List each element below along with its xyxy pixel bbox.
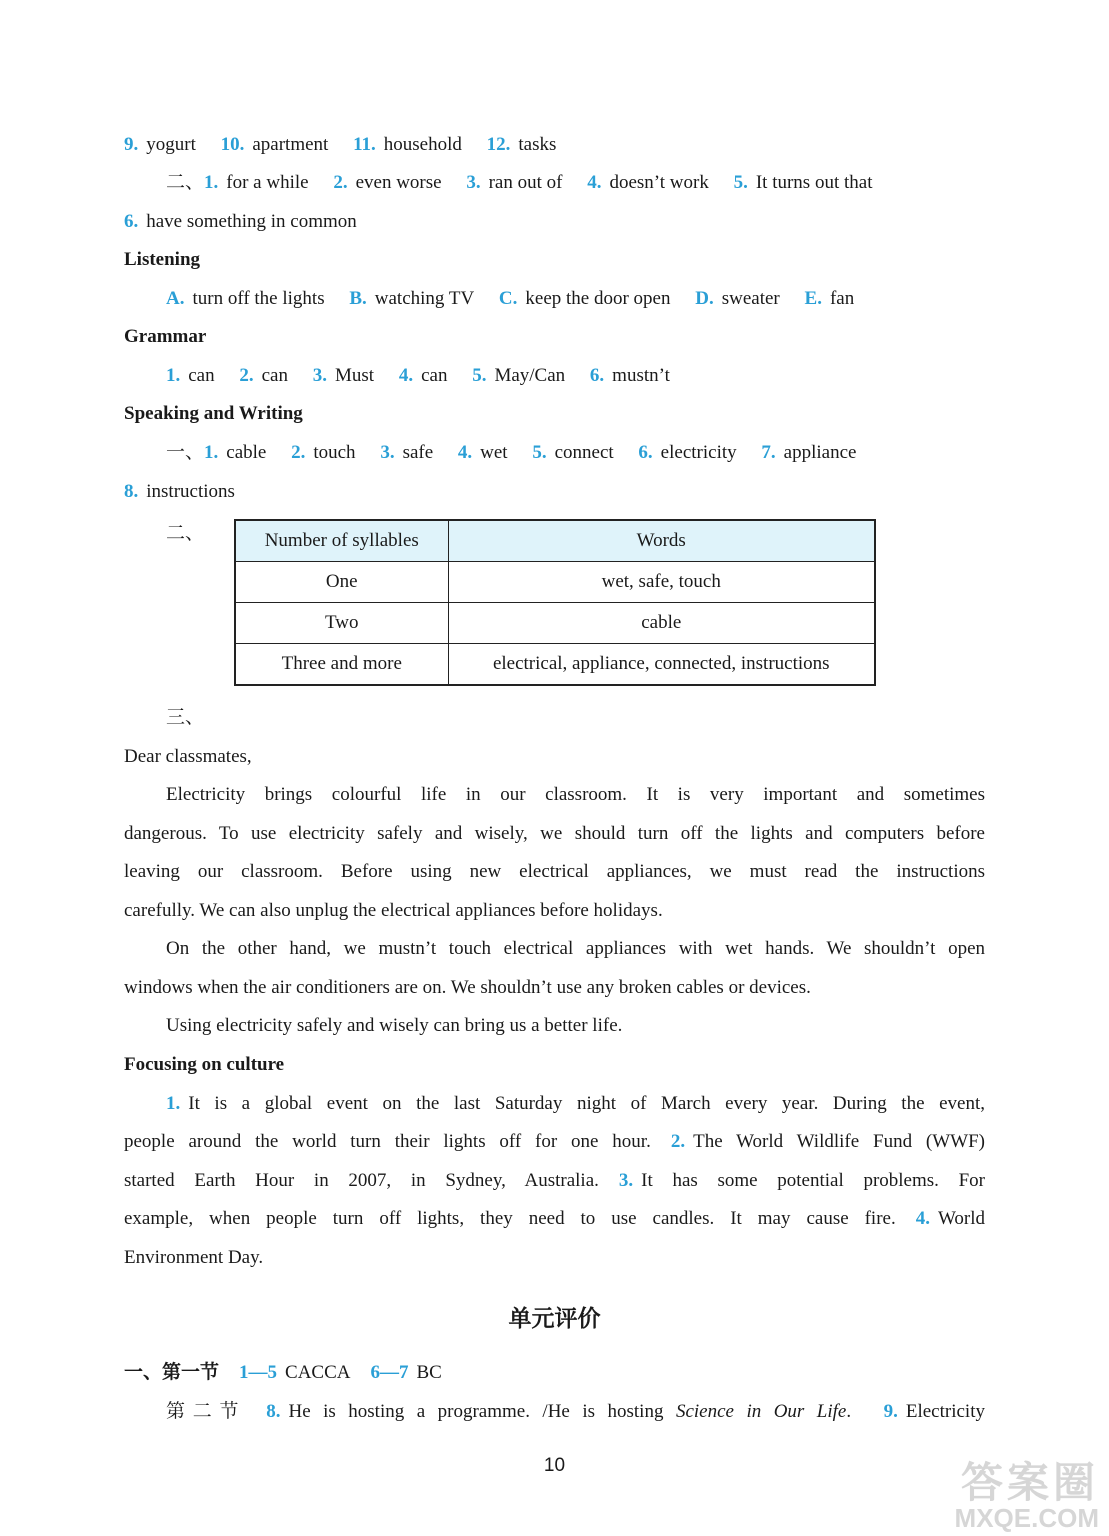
answer-item: 3. safe	[380, 442, 434, 463]
answer-item: 12. tasks	[486, 134, 557, 155]
answer-item: 3. ran out of	[466, 172, 563, 193]
part-label: 三、	[166, 707, 205, 728]
answer-item: 2. even worse	[333, 172, 442, 193]
section-heading-culture: Focusing on culture	[124, 1054, 285, 1075]
vocab-line-3	[124, 210, 985, 234]
answer-item: 5. It turns out that	[733, 172, 873, 193]
table-row	[235, 603, 875, 644]
culture-line: started Earth Hour in 2007, in Sydney, Australia. 3. It has some potential problems. For	[124, 1170, 985, 1191]
culture-line: people around the world turn their lights off for one hour. 2. The World Wildlife Fund (WWF)	[124, 1131, 985, 1152]
letter-line: Using electricity safely and wisely can bring us a better life.	[166, 1015, 623, 1036]
table-row	[235, 562, 875, 603]
grammar-answers	[166, 364, 985, 388]
answer-item: 5. connect	[532, 442, 614, 463]
table-header-row	[235, 520, 875, 562]
unit-review-title: 单元评价	[508, 1306, 601, 1331]
answer-item: 4. doesn’t work	[587, 172, 709, 193]
vocab-line-2	[166, 171, 985, 195]
table-cell: One	[235, 562, 448, 603]
letter-line: leaving our classroom. Before using new electrical appliances, we must read the instructions	[124, 861, 985, 882]
unit-review-line-1: 一、第一节 1—5 CACCA 6—7 BC	[124, 1362, 442, 1383]
answer-item: 6. mustn’t	[589, 365, 670, 386]
answer-item: 4. can	[398, 365, 448, 386]
letter-greeting: Dear classmates,	[124, 746, 252, 767]
table-cell: Two	[235, 603, 448, 644]
speaking-line-1	[166, 441, 985, 465]
answer-item: B. watching TV	[349, 288, 475, 309]
culture-line: Environment Day.	[124, 1247, 264, 1268]
table-row	[235, 644, 875, 686]
letter-line: On the other hand, we mustn’t touch electrical appliances with wet hands. We shouldn’t open	[166, 938, 985, 959]
answer-item: D. sweater	[695, 288, 780, 309]
syllables-table	[234, 519, 876, 686]
answer-item: A. turn off the lights	[166, 288, 325, 309]
answer-item: 1. cable	[204, 442, 267, 463]
section-heading-listening: Listening	[124, 249, 201, 270]
watermark: 答案圈 MXQE.COM	[954, 1458, 1099, 1533]
table-cell: wet, safe, touch	[448, 562, 875, 603]
table-cell: Three and more	[235, 644, 448, 686]
letter-line: dangerous. To use electricity safely and wisely, we should turn off the lights and computers before	[124, 823, 985, 844]
part-label: 二、	[166, 523, 205, 544]
answer-item: 2. can	[239, 365, 288, 386]
listening-answers	[166, 287, 985, 311]
answer-item: 2. touch	[291, 442, 356, 463]
table-header-cell: Number of syllables	[235, 520, 448, 562]
answer-item: 5. May/Can	[472, 365, 566, 386]
part-label: 二、	[166, 172, 205, 193]
answer-item: 4. wet	[457, 442, 508, 463]
letter-line: windows when the air conditioners are on. We shouldn’t use any broken cables or devices.	[124, 977, 811, 998]
letter-line: carefully. We can also unplug the electrical appliances before holidays.	[124, 900, 663, 921]
culture-line: 1. It is a global event on the last Saturday night of March every year. During the event,	[166, 1093, 985, 1114]
answer-item: 6. electricity	[638, 442, 737, 463]
answer-item: E. fan	[804, 288, 855, 309]
letter-line: Electricity brings colourful life in our classroom. It is very important and sometimes	[166, 784, 985, 805]
answer-item: 11. household	[353, 134, 462, 155]
vocab-line-1	[124, 133, 985, 157]
unit-review-line-2: 第二节 8. He is hosting a programme. /He is hosting Science in Our Life. 9. Electricity	[166, 1401, 985, 1422]
culture-line: example, when people turn off lights, they need to use candles. It may cause fire. 4. World	[124, 1208, 985, 1229]
part-label: 一、	[166, 442, 205, 463]
table-header-cell: Words	[448, 520, 875, 562]
answer-item: 9. yogurt	[124, 134, 196, 155]
answer-item: C. keep the door open	[498, 288, 671, 309]
speaking-line-2	[124, 480, 985, 504]
section-heading-speaking: Speaking and Writing	[124, 403, 303, 424]
answer-item: 1. for a while	[204, 172, 309, 193]
answer-item: 10. apartment	[220, 134, 329, 155]
answer-item: 8. instructions	[124, 481, 235, 502]
table-cell: cable	[448, 603, 875, 644]
answer-item: 7. appliance	[761, 442, 857, 463]
answer-item: 6. have something in common	[124, 211, 357, 232]
table-cell: electrical, appliance, connected, instructions	[448, 644, 875, 686]
section-heading-grammar: Grammar	[124, 326, 207, 347]
answer-item: 3. Must	[312, 365, 375, 386]
answer-item: 1. can	[166, 365, 215, 386]
page-number: 10	[543, 1455, 566, 1476]
